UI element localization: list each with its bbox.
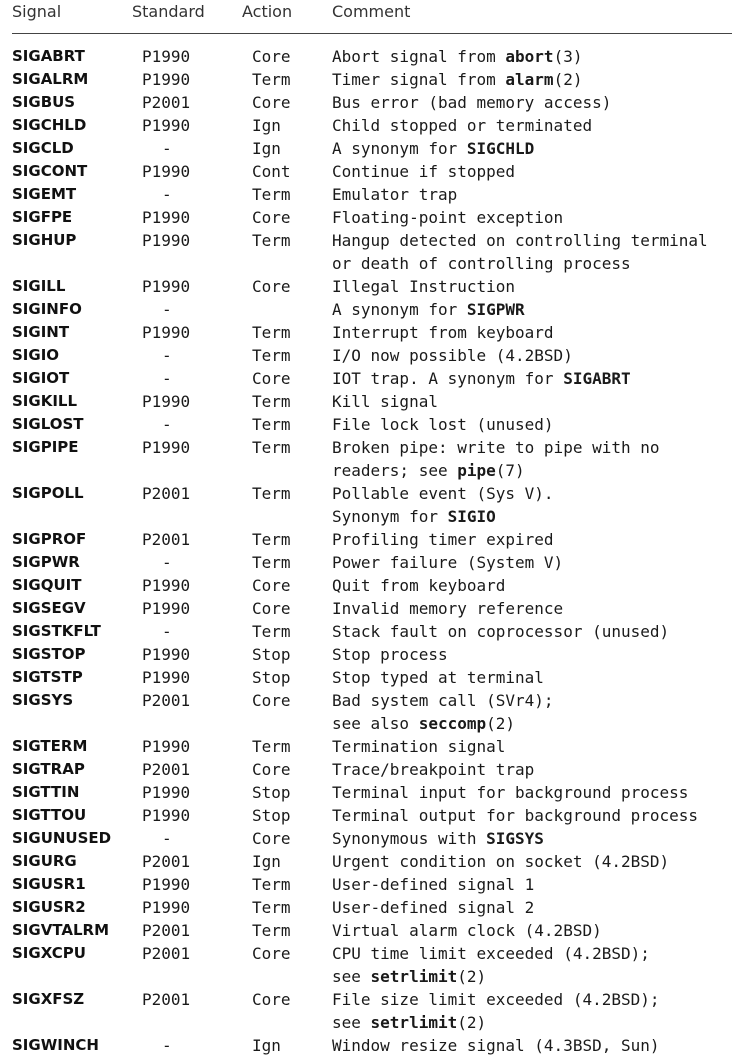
signal-comment: Window resize signal (4.3BSD, Sun) xyxy=(332,1036,660,1055)
signal-action: Term xyxy=(252,185,291,204)
signal-action: Term xyxy=(252,898,291,917)
header-action: Action xyxy=(242,2,293,21)
table-row xyxy=(0,482,736,528)
signal-standard: P2001 xyxy=(142,484,191,503)
signal-name: SIGPROF xyxy=(12,530,87,548)
signal-standard: - xyxy=(162,622,172,641)
signal-standard: P1990 xyxy=(142,599,191,618)
signal-action: Term xyxy=(252,231,291,250)
table-row xyxy=(0,45,736,68)
comment-reference: SIGPWR xyxy=(466,300,525,319)
signal-standard: P1990 xyxy=(142,806,191,825)
signal-action: Core xyxy=(252,369,291,388)
signal-standard: - xyxy=(162,369,172,388)
signal-standard: - xyxy=(162,415,172,434)
signal-standard: P2001 xyxy=(142,93,191,112)
signal-standard: P2001 xyxy=(142,944,191,963)
signal-action: Term xyxy=(252,70,291,89)
table-row xyxy=(0,896,736,919)
comment-reference: SIGCHLD xyxy=(466,139,535,158)
signal-name: SIGABRT xyxy=(12,47,85,65)
signal-standard: P2001 xyxy=(142,530,191,549)
table-row xyxy=(0,643,736,666)
signal-action: Core xyxy=(252,944,291,963)
signal-standard: P1990 xyxy=(142,277,191,296)
signal-standard: - xyxy=(162,139,172,158)
signal-comment: Quit from keyboard xyxy=(332,576,506,595)
table-row xyxy=(0,850,736,873)
table-row xyxy=(0,367,736,390)
signal-standard: - xyxy=(162,185,172,204)
signal-comment: Invalid memory reference xyxy=(332,599,564,618)
signal-standard: P2001 xyxy=(142,990,191,1009)
comment-reference: setrlimit xyxy=(370,967,458,986)
signal-standard: P2001 xyxy=(142,921,191,940)
table-header xyxy=(0,0,736,30)
signal-table-body xyxy=(0,45,736,1057)
signal-name: SIGCLD xyxy=(12,139,74,157)
table-row xyxy=(0,689,736,735)
signal-name: SIGTTIN xyxy=(12,783,80,801)
signal-comment: Stop typed at terminal xyxy=(332,668,544,687)
signal-name: SIGQUIT xyxy=(12,576,82,594)
table-row xyxy=(0,344,736,367)
signal-name: SIGXCPU xyxy=(12,944,86,962)
table-row xyxy=(0,620,736,643)
comment-reference: pipe xyxy=(457,461,496,480)
comment-reference: SIGSYS xyxy=(486,829,544,848)
table-row xyxy=(0,873,736,896)
comment-reference: abort xyxy=(505,47,554,66)
comment-reference: SIGABRT xyxy=(563,369,631,388)
signal-name: SIGTRAP xyxy=(12,760,85,778)
signal-action: Stop xyxy=(252,645,291,664)
signal-standard: P1990 xyxy=(142,70,191,89)
signal-action: Core xyxy=(252,208,291,227)
signal-action: Term xyxy=(252,392,291,411)
signal-name: SIGALRM xyxy=(12,70,89,88)
signal-name: SIGSTKFLT xyxy=(12,622,101,640)
signal-action: Core xyxy=(252,599,291,618)
signal-comment: Pollable event (Sys V). Synonym for SIGIO xyxy=(332,484,554,526)
signal-standard: - xyxy=(162,553,172,572)
table-row xyxy=(0,919,736,942)
signal-name: SIGLOST xyxy=(12,415,84,433)
signal-action: Core xyxy=(252,576,291,595)
table-row xyxy=(0,804,736,827)
signal-comment: Trace/breakpoint trap xyxy=(332,760,535,779)
header-divider xyxy=(12,33,732,34)
signal-comment: Child stopped or terminated xyxy=(332,116,593,135)
signal-comment: Virtual alarm clock (4.2BSD) xyxy=(332,921,602,940)
table-row xyxy=(0,666,736,689)
signal-name: SIGTTOU xyxy=(12,806,87,824)
signal-comment: Timer signal from alarm(2) xyxy=(332,70,583,89)
signal-name: SIGWINCH xyxy=(12,1036,99,1054)
signal-action: Core xyxy=(252,691,291,710)
signal-action: Term xyxy=(252,622,291,641)
signal-comment: Bus error (bad memory access) xyxy=(332,93,612,112)
signal-name: SIGTERM xyxy=(12,737,88,755)
signal-standard: P1990 xyxy=(142,162,191,181)
signal-name: SIGSEGV xyxy=(12,599,86,617)
signal-action: Stop xyxy=(252,783,291,802)
signal-action: Term xyxy=(252,415,291,434)
signal-action: Term xyxy=(252,484,291,503)
signal-standard: P2001 xyxy=(142,852,191,871)
signal-comment: User-defined signal 2 xyxy=(332,898,535,917)
signal-name: SIGPOLL xyxy=(12,484,84,502)
signal-name: SIGUSR1 xyxy=(12,875,86,893)
signal-comment: Abort signal from abort(3) xyxy=(332,47,583,66)
signal-name: SIGPWR xyxy=(12,553,80,571)
signal-name: SIGTSTP xyxy=(12,668,83,686)
signal-standard: P1990 xyxy=(142,783,191,802)
signal-action: Term xyxy=(252,875,291,894)
signal-standard: P1990 xyxy=(142,208,191,227)
comment-reference: setrlimit xyxy=(370,1013,458,1032)
table-row xyxy=(0,298,736,321)
table-row xyxy=(0,597,736,620)
signal-standard: P1990 xyxy=(142,898,191,917)
signal-action: Cont xyxy=(252,162,291,181)
signal-action: Core xyxy=(252,93,291,112)
signal-name: SIGSTOP xyxy=(12,645,86,663)
signal-standard: - xyxy=(162,300,172,319)
signal-standard: P1990 xyxy=(142,392,191,411)
signal-name: SIGVTALRM xyxy=(12,921,110,939)
signal-name: SIGUSR2 xyxy=(12,898,86,916)
table-row xyxy=(0,942,736,988)
signal-name: SIGCONT xyxy=(12,162,88,180)
signal-name: SIGHUP xyxy=(12,231,77,249)
signal-comment: Interrupt from keyboard xyxy=(332,323,554,342)
table-row xyxy=(0,574,736,597)
signal-comment: Stack fault on coprocessor (unused) xyxy=(332,622,670,641)
signal-action: Term xyxy=(252,438,291,457)
signal-standard: P1990 xyxy=(142,737,191,756)
signal-comment: Hangup detected on controlling terminal or death of controlling process xyxy=(332,231,708,273)
signal-comment: Continue if stopped xyxy=(332,162,516,181)
signal-action: Core xyxy=(252,990,291,1009)
table-row xyxy=(0,413,736,436)
signal-name: SIGUNUSED xyxy=(12,829,112,847)
signal-name: SIGURG xyxy=(12,852,77,870)
table-row xyxy=(0,68,736,91)
table-row xyxy=(0,528,736,551)
signal-comment: Profiling timer expired xyxy=(332,530,554,549)
header-standard: Standard xyxy=(132,2,205,21)
comment-reference: SIGIO xyxy=(447,507,496,526)
table-row xyxy=(0,758,736,781)
signal-standard: - xyxy=(162,829,172,848)
table-row xyxy=(0,1034,736,1057)
signal-comment: A synonym for SIGPWR xyxy=(332,300,525,319)
table-row xyxy=(0,229,736,275)
signal-name: SIGEMT xyxy=(12,185,77,203)
table-row xyxy=(0,781,736,804)
signal-name: SIGIOT xyxy=(12,369,70,387)
signal-action: Core xyxy=(252,760,291,779)
signal-action: Term xyxy=(252,921,291,940)
table-row xyxy=(0,390,736,413)
comment-reference: alarm xyxy=(505,70,554,89)
signal-action: Stop xyxy=(252,806,291,825)
signal-comment: A synonym for SIGCHLD xyxy=(332,139,535,158)
signal-standard: P1990 xyxy=(142,645,191,664)
signal-action: Ign xyxy=(252,116,281,135)
signal-standard: P1990 xyxy=(142,576,191,595)
signal-comment: Bad system call (SVr4); see also seccomp(2) xyxy=(332,691,554,733)
signal-action: Term xyxy=(252,346,291,365)
table-row xyxy=(0,160,736,183)
signal-comment: Emulator trap xyxy=(332,185,458,204)
signal-comment: I/O now possible (4.2BSD) xyxy=(332,346,573,365)
signal-standard: P2001 xyxy=(142,691,191,710)
comment-reference: seccomp xyxy=(418,714,487,733)
signal-comment: Power failure (System V) xyxy=(332,553,564,572)
signal-name: SIGINFO xyxy=(12,300,82,318)
header-signal: Signal xyxy=(12,2,62,21)
signal-standard: P1990 xyxy=(142,323,191,342)
signal-name: SIGILL xyxy=(12,277,66,295)
signal-standard: - xyxy=(162,346,172,365)
signal-standard: P1990 xyxy=(142,438,191,457)
signal-standard: - xyxy=(162,1036,172,1055)
signal-action: Ign xyxy=(252,1036,281,1055)
signal-comment: Synonymous with SIGSYS xyxy=(332,829,544,848)
signal-comment: User-defined signal 1 xyxy=(332,875,535,894)
signal-action: Ign xyxy=(252,139,281,158)
signal-action: Term xyxy=(252,530,291,549)
signal-comment: Urgent condition on socket (4.2BSD) xyxy=(332,852,670,871)
signal-action: Core xyxy=(252,829,291,848)
signal-name: SIGPIPE xyxy=(12,438,79,456)
table-row xyxy=(0,735,736,758)
header-comment: Comment xyxy=(332,2,411,21)
signal-standard: P2001 xyxy=(142,760,191,779)
table-row xyxy=(0,827,736,850)
signal-name: SIGINT xyxy=(12,323,70,341)
signal-standard: P1990 xyxy=(142,875,191,894)
table-row xyxy=(0,91,736,114)
signal-standard: P1990 xyxy=(142,47,191,66)
signal-action: Term xyxy=(252,737,291,756)
signal-comment: Broken pipe: write to pipe with no readers; see pipe(7) xyxy=(332,438,660,480)
table-row xyxy=(0,321,736,344)
signal-name: SIGXFSZ xyxy=(12,990,85,1008)
signal-comment: Stop process xyxy=(332,645,448,664)
signal-standard: P1990 xyxy=(142,231,191,250)
signal-comment: Kill signal xyxy=(332,392,438,411)
signal-name: SIGCHLD xyxy=(12,116,87,134)
table-row xyxy=(0,551,736,574)
signal-comment: Terminal output for background process xyxy=(332,806,699,825)
signal-action: Term xyxy=(252,323,291,342)
table-row xyxy=(0,436,736,482)
table-row xyxy=(0,206,736,229)
table-row xyxy=(0,137,736,160)
table-row xyxy=(0,275,736,298)
signal-comment: Termination signal xyxy=(332,737,506,756)
signal-name: SIGBUS xyxy=(12,93,76,111)
signal-action: Core xyxy=(252,277,291,296)
signal-standard: P1990 xyxy=(142,668,191,687)
signal-comment: Terminal input for background process xyxy=(332,783,689,802)
signal-action: Ign xyxy=(252,852,281,871)
signal-name: SIGKILL xyxy=(12,392,78,410)
signal-comment: Floating-point exception xyxy=(332,208,564,227)
table-row xyxy=(0,988,736,1034)
signal-comment: CPU time limit exceeded (4.2BSD); see setrlimit(2) xyxy=(332,944,650,986)
signal-comment: Illegal Instruction xyxy=(332,277,516,296)
signal-comment: IOT trap. A synonym for SIGABRT xyxy=(332,369,631,388)
signal-name: SIGSYS xyxy=(12,691,74,709)
signal-action: Term xyxy=(252,553,291,572)
signal-name: SIGIO xyxy=(12,346,60,364)
table-row xyxy=(0,114,736,137)
signal-standard: P1990 xyxy=(142,116,191,135)
table-row xyxy=(0,183,736,206)
signal-comment: File lock lost (unused) xyxy=(332,415,554,434)
signal-action: Stop xyxy=(252,668,291,687)
signal-action: Core xyxy=(252,47,291,66)
signal-comment: File size limit exceeded (4.2BSD); see setrlimit(2) xyxy=(332,990,660,1032)
signal-name: SIGFPE xyxy=(12,208,73,226)
